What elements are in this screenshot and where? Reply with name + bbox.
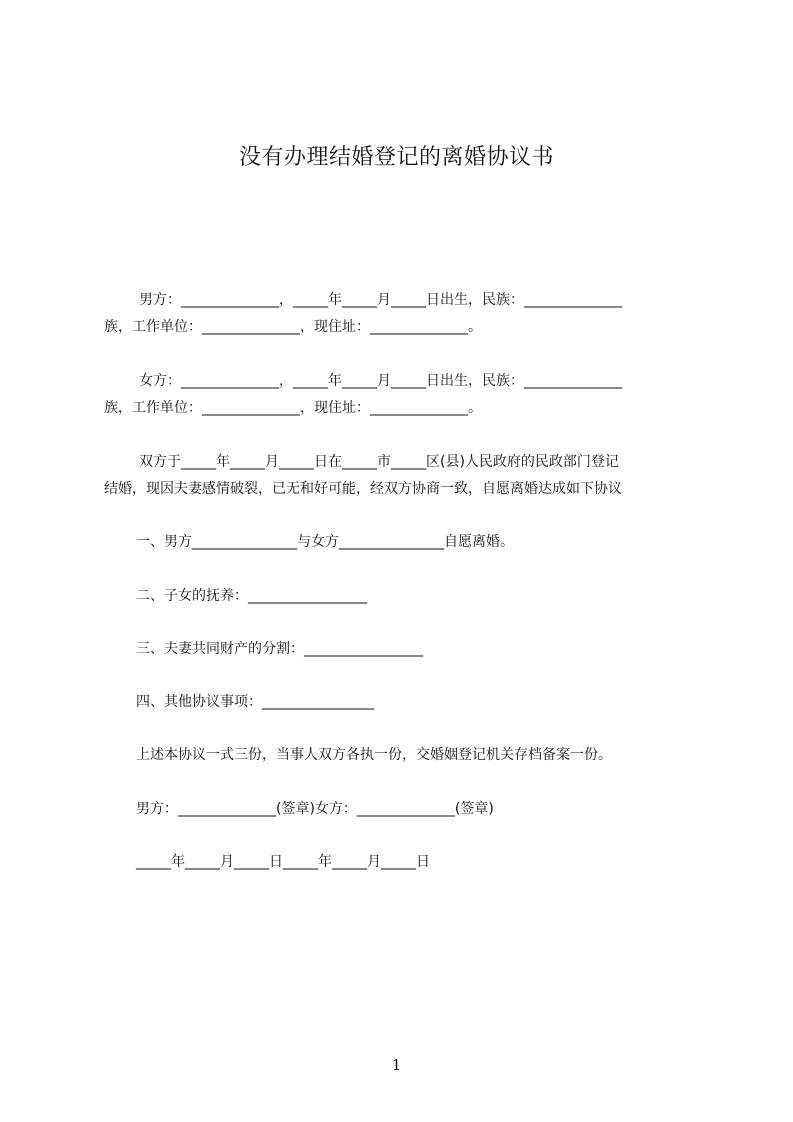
agreement-item-property-division: 三、夫妻共同财产的分割：_________________ xyxy=(136,641,423,657)
document-title: 没有办理结婚登记的离婚协议书 xyxy=(238,145,554,170)
signature-line: 男方：______________(签章)女方：______________(签章) xyxy=(136,801,494,817)
marriage-registration-line-2: 结婚，现因夫妻感情破裂，已无和好可能，经双方协商一致，自愿离婚达成如下协议 xyxy=(104,481,622,497)
female-info-line-2: 族，工作单位：______________，现住址：______________。 xyxy=(104,400,482,416)
marriage-registration-line-1: 双方于_____年_____月_____日在_____市_____区(县)人民政府的民政部门登记 xyxy=(139,454,619,470)
page-number: 1 xyxy=(391,1056,402,1074)
agreement-item-divorce: 一、男方_______________与女方_______________自愿离婚。 xyxy=(136,534,514,550)
agreement-item-other-matters: 四、其他协议事项：________________ xyxy=(136,694,374,710)
date-line: _____年_____月_____日_____年_____月_____日 xyxy=(136,854,430,870)
agreement-copies-statement: 上述本协议一式三份，当事人双方各执一份，交婚姻登记机关存档备案一份。 xyxy=(136,747,612,763)
agreement-item-child-custody: 二、子女的抚养：_________________ xyxy=(136,588,367,604)
male-info-line-1: 男方：______________，_____年_____月_____日出生，民族：______________ xyxy=(139,292,622,308)
female-info-line-1: 女方：______________，_____年_____月_____日出生，民族：______________ xyxy=(139,373,622,389)
male-info-line-2: 族，工作单位：______________，现住址：______________。 xyxy=(104,319,482,335)
